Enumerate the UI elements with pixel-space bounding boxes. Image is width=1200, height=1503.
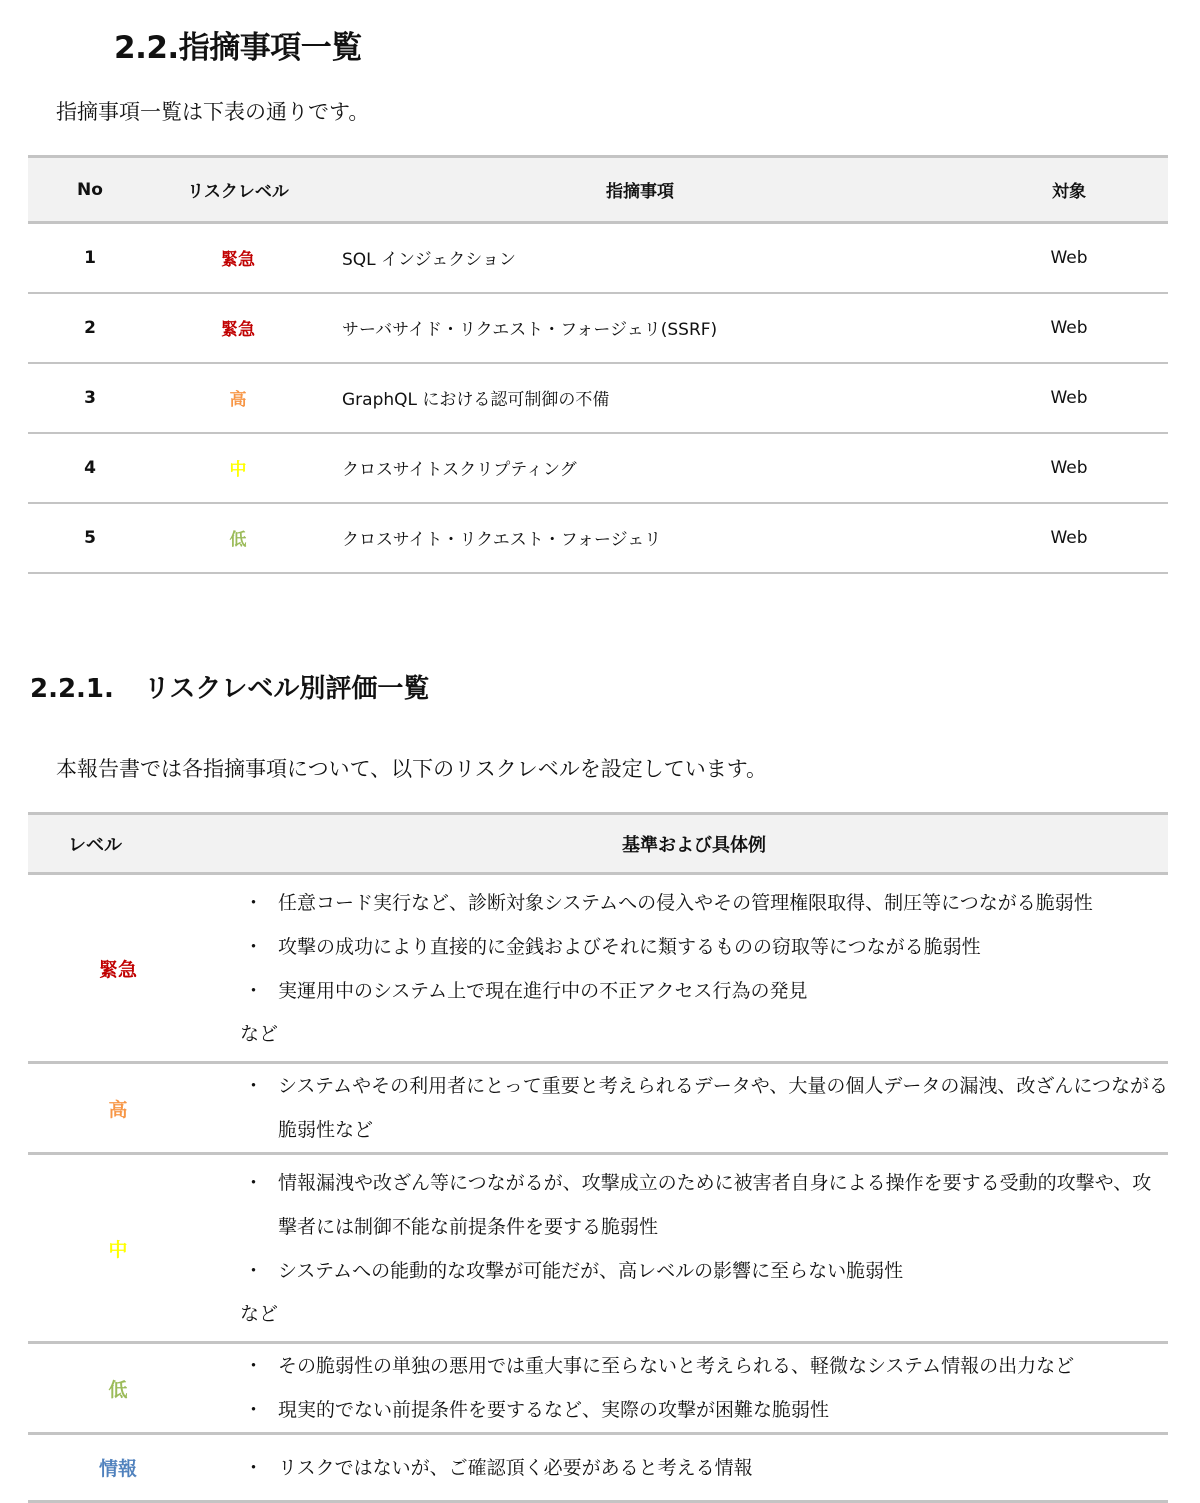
risk-level-badge: 高: [229, 390, 247, 410]
list-item: ・ 情報漏洩や改ざん等につながるが、攻撃成立のために被害者自身による操作を要する受動的攻撃や、攻撃者には制御不能な前提条件を要する脆弱性: [244, 1161, 1168, 1249]
table-row: [28, 1063, 1168, 1154]
list-item: ・ 攻撃の成功により直接的に金銭およびそれに類するものの窃取等につながる脆弱性: [244, 925, 1168, 969]
subsection-title-text: リスクレベル別評価一覧: [143, 674, 430, 704]
section-intro: 指摘事項一覧は下表の通りです。: [56, 100, 370, 124]
risk-level-badge: 緊急: [221, 320, 255, 340]
risk-level-badge: 低: [229, 530, 247, 550]
finding-title: GraphQL における認可制御の不備: [342, 390, 610, 410]
finding-no: 2: [84, 317, 96, 338]
header-target: 対象: [1052, 182, 1086, 202]
header-criteria: 基準および具体例: [622, 834, 766, 856]
findings-table: [28, 155, 1168, 574]
finding-title: サーバサイド・リクエスト・フォージェリ(SSRF): [342, 320, 718, 340]
subsection-number: 2.2.1.: [30, 674, 114, 704]
header-no: No: [77, 179, 103, 200]
subsection-title: [30, 668, 429, 705]
finding-title: SQL インジェクション: [342, 250, 516, 271]
level-label: 低: [108, 1378, 128, 1401]
section-title: 2.2.指摘事項一覧: [114, 30, 362, 66]
criteria-list: [208, 1344, 1168, 1432]
finding-title: クロスサイトスクリプティング: [342, 460, 577, 480]
finding-target: Web: [1050, 317, 1088, 338]
header-finding: 指摘事項: [606, 182, 674, 202]
table-row: [28, 293, 1168, 363]
table-row: [28, 1154, 1168, 1343]
finding-no: 3: [84, 387, 96, 408]
table-row: [28, 433, 1168, 503]
finding-no: 5: [84, 527, 96, 548]
table-row: [28, 874, 1168, 1063]
finding-title: クロスサイト・リクエスト・フォージェリ: [342, 530, 662, 550]
list-item: ・ リスクではないが、ご確認頂く必要があると考える情報: [244, 1446, 1168, 1490]
list-item: ・ その脆弱性の単独の悪用では重大事に至らないと考えられる、軽微なシステム情報の出力など: [244, 1344, 1168, 1388]
level-label: 情報: [98, 1458, 137, 1480]
list-item: ・ 実運用中のシステム上で現在進行中の不正アクセス行為の発見: [244, 969, 1168, 1013]
finding-no: 4: [84, 457, 96, 478]
bullet-icon: ・: [244, 1399, 264, 1421]
list-item: ・ 現実的でない前提条件を要するなど、実際の攻撃が困難な脆弱性: [244, 1388, 1168, 1432]
bullet-icon: ・: [244, 1172, 264, 1194]
table-row: [28, 223, 1168, 293]
table-row: [28, 503, 1168, 573]
risk-level-badge: 緊急: [221, 250, 255, 271]
finding-target: Web: [1050, 457, 1088, 478]
bullet-icon: ・: [244, 1456, 264, 1479]
table-row: [28, 1343, 1168, 1434]
risk-levels-table: [28, 812, 1168, 1503]
criteria-list: [208, 1446, 1168, 1490]
table-row: [28, 363, 1168, 433]
finding-target: Web: [1050, 387, 1088, 408]
finding-no: 1: [84, 247, 96, 268]
risk-level-badge: 中: [229, 460, 247, 480]
bullet-icon: ・: [244, 892, 264, 914]
header-risk-level: リスクレベル: [187, 182, 289, 202]
finding-target: Web: [1050, 527, 1088, 548]
bullet-icon: ・: [244, 1075, 264, 1097]
etc-suffix: など: [240, 1023, 279, 1045]
table-row: [28, 1434, 1168, 1502]
level-label: 緊急: [98, 958, 137, 981]
list-item: ・ システムやその利用者にとって重要と考えられるデータや、大量の個人データの漏洩、改ざんにつながる脆弱性など: [244, 1064, 1168, 1152]
risk-levels-table-header: [28, 814, 1168, 874]
level-label: 高: [108, 1098, 128, 1121]
criteria-list: [208, 1064, 1168, 1152]
etc-suffix: など: [240, 1303, 279, 1325]
header-level: レベル: [68, 834, 122, 856]
level-label: 中: [108, 1238, 128, 1261]
list-item: ・ 任意コード実行など、診断対象システムへの侵入やその管理権限取得、制圧等につながる脆弱性: [244, 881, 1168, 925]
bullet-icon: ・: [244, 936, 264, 958]
subsection-intro: 本報告書では各指摘事項について、以下のリスクレベルを設定しています。: [56, 757, 768, 781]
list-item: ・ システムへの能動的な攻撃が可能だが、高レベルの影響に至らない脆弱性: [244, 1249, 1168, 1293]
criteria-list: [208, 1155, 1168, 1341]
bullet-icon: ・: [244, 980, 264, 1002]
bullet-icon: ・: [244, 1260, 264, 1282]
criteria-list: [208, 875, 1168, 1061]
finding-target: Web: [1050, 247, 1088, 268]
findings-table-header: [28, 157, 1168, 223]
bullet-icon: ・: [244, 1355, 264, 1377]
